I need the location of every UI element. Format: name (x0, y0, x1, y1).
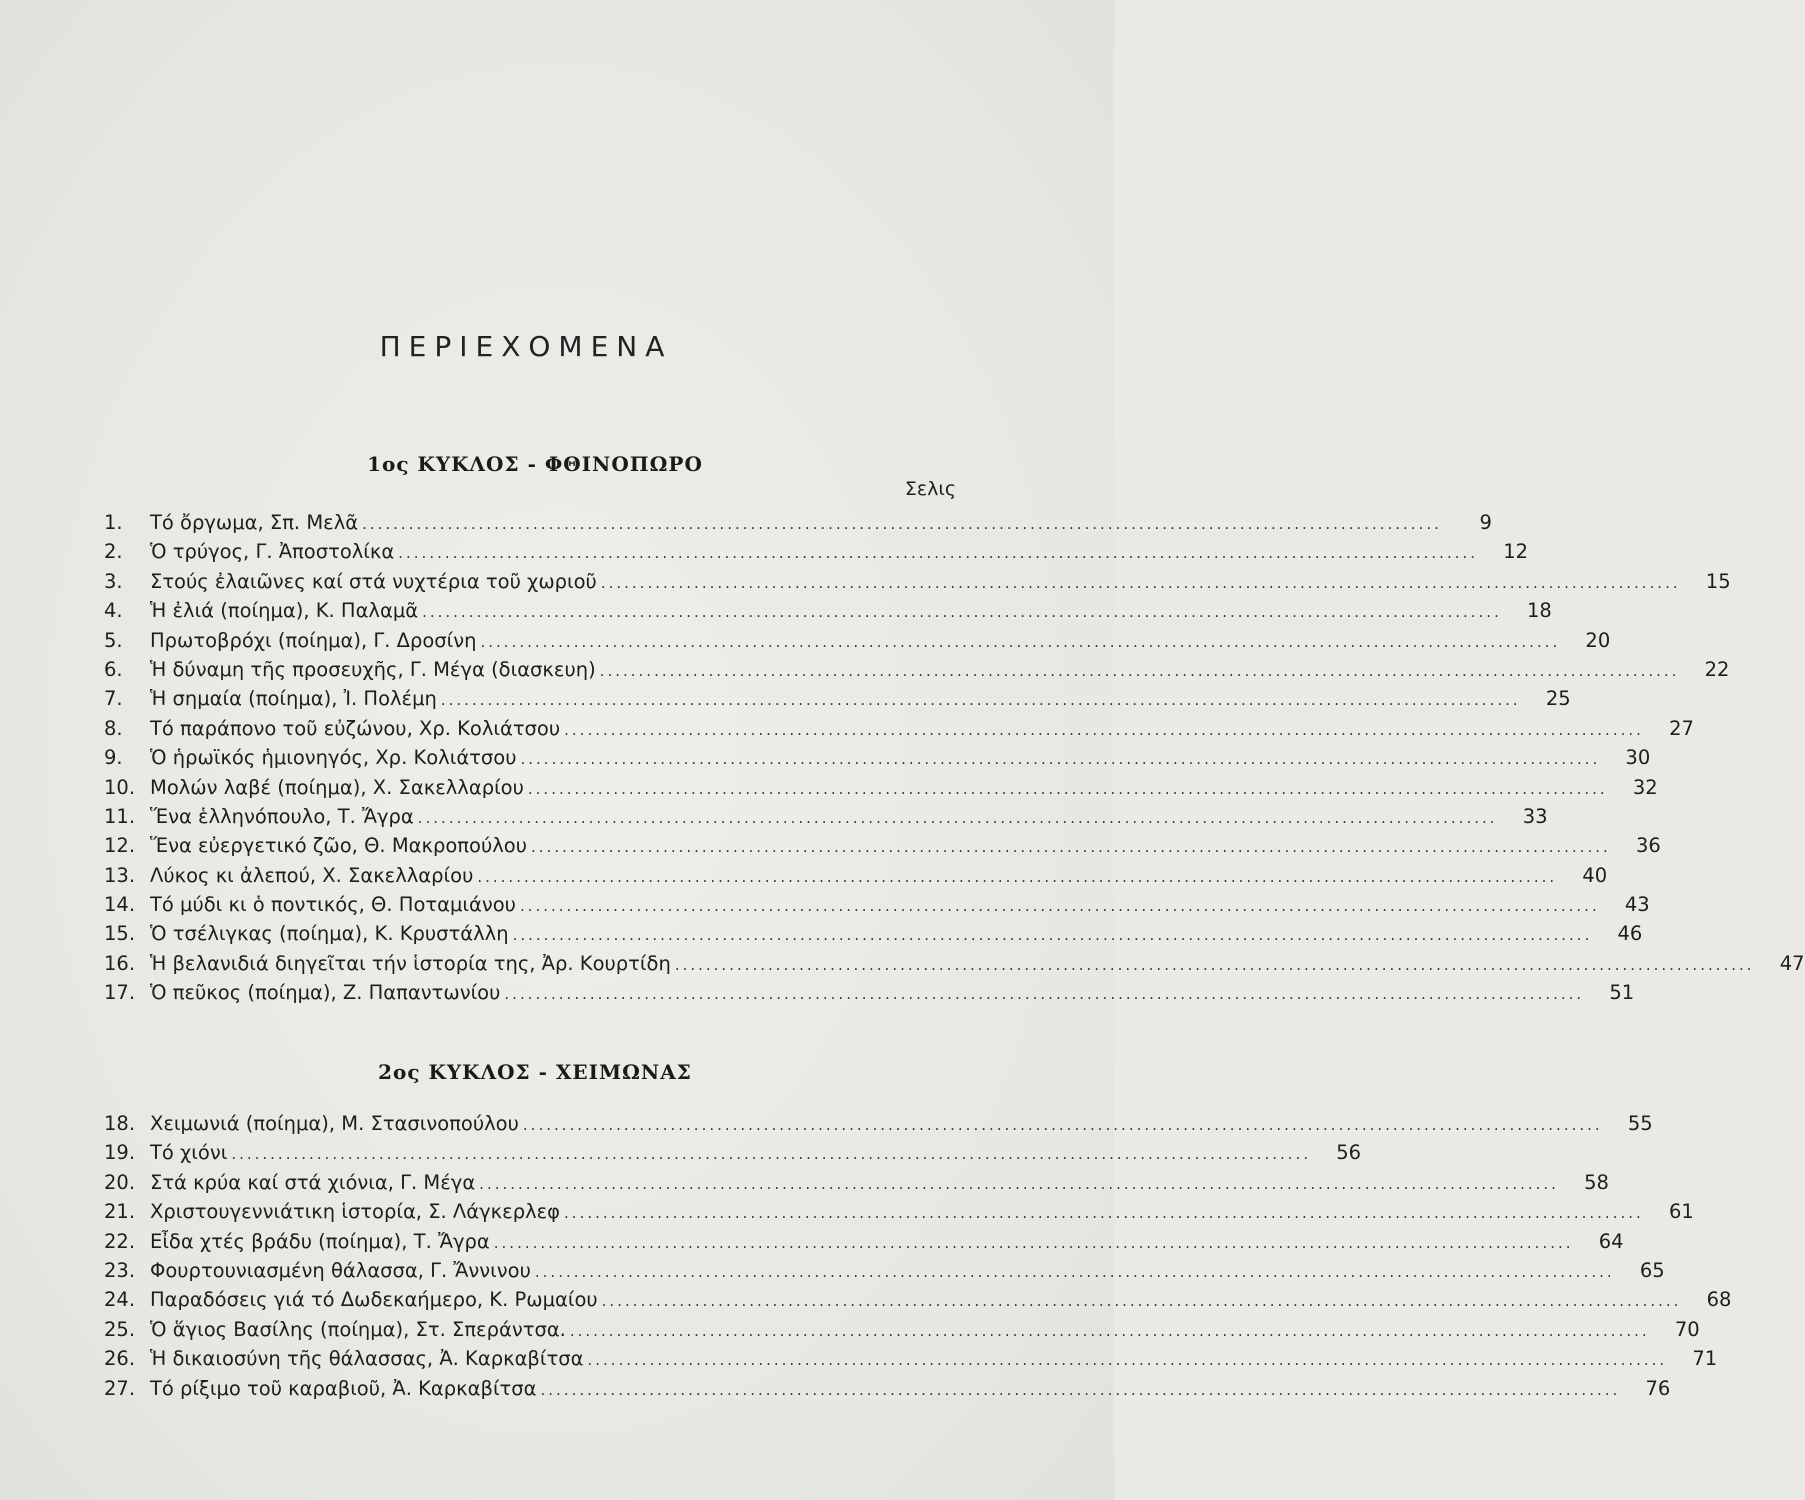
toc-entry (104, 1227, 1624, 1256)
toc-entry-page: 61 (1668, 1200, 1694, 1224)
toc-entry-number: 24. (104, 1288, 136, 1312)
toc-entry-title: Ὁ ἡρωϊκός ἡμιονηγός, Χρ. Κολιάτσου (150, 746, 517, 770)
toc-entry (104, 1138, 1362, 1167)
dot-leader: ........................................................................................................................................... (534, 1262, 1615, 1281)
toc-entry-number: 26. (104, 1347, 136, 1371)
toc-entry-number: 18. (104, 1112, 136, 1135)
toc-entry-page: 51 (1609, 981, 1635, 1005)
toc-entry-number: 21. (104, 1200, 136, 1224)
toc-entry-page: 55 (1627, 1112, 1653, 1135)
toc-entry-page: 36 (1635, 834, 1661, 858)
toc-entry (104, 831, 1661, 860)
toc-entry (104, 714, 1694, 743)
toc-entry-page: 65 (1639, 1258, 1665, 1282)
toc-entry-title: Ὁ τρύγος, Γ. Ἀποστολίκα (150, 540, 395, 564)
dot-leader: ........................................................................................................................................... (362, 515, 1442, 533)
toc-entry-title: Φουρτουνιασμένη θάλασσα, Γ. Ἄννινου (150, 1258, 531, 1282)
dot-leader: ........................................................................................................................................... (440, 691, 1521, 710)
toc-entry-title: Ὁ πεῦκος (ποίημα), Ζ. Παπαντωνίου (150, 981, 501, 1005)
section-title-2: 2ος ΚΥΚΛΟΣ - ΧΕΙΜΩΝΑΣ (378, 1060, 692, 1084)
toc-section-1 (104, 508, 1805, 1008)
toc-entry-title: Ἕνα ἑλληνόπουλο, Τ. Ἄγρα (150, 804, 414, 828)
toc-entry-title: Τό ρίξιμο τοῦ καραβιοῦ, Ἀ. Καρκαβίτσα (150, 1376, 537, 1400)
dot-leader: ........................................................................................................................................... (422, 603, 1502, 622)
toc-entry-number: 15. (104, 922, 136, 946)
toc-entry-page: 71 (1692, 1347, 1718, 1371)
toc-entry (104, 1315, 1700, 1344)
dot-leader: ........................................................................................................................................... (231, 1145, 1312, 1164)
toc-entry-page: 68 (1706, 1288, 1732, 1312)
toc-entry-number: 8. (104, 716, 123, 740)
toc-entry-title: Ἕνα εὐεργετικό ζῶο, Θ. Μακροπούλου (150, 834, 528, 858)
toc-entry-page: 9 (1479, 511, 1492, 534)
toc-entry-number: 4. (104, 599, 123, 623)
toc-entry (104, 626, 1611, 655)
dot-leader: ........................................................................................................................................... (512, 926, 1593, 945)
toc-entry-number: 23. (104, 1258, 136, 1282)
toc-entry-number: 13. (104, 863, 136, 887)
dot-leader: ........................................................................................................................................... (480, 632, 1561, 651)
dot-leader: ........................................................................................................................................... (564, 1204, 1644, 1223)
toc-entry-page: 20 (1585, 628, 1611, 652)
toc-entry (104, 684, 1571, 713)
toc-entry-page: 33 (1522, 804, 1548, 828)
toc-entry-title: Τό παράπονο τοῦ εὐζώνου, Χρ. Κολιάτσου (150, 716, 561, 740)
dot-leader: ........................................................................................................................................... (564, 720, 1644, 739)
toc-entry (104, 978, 1635, 1007)
toc-entry (104, 1256, 1665, 1285)
toc-entry-page: 12 (1503, 540, 1529, 564)
section-title-1: 1ος ΚΥΚΛΟΣ - ΦΘΙΝΟΠΩΡΟ (367, 452, 703, 476)
toc-entry-number: 20. (104, 1170, 136, 1194)
dot-leader: ........................................................................................................................................... (600, 573, 1681, 592)
dot-leader: ........................................................................................................................................... (477, 867, 1558, 886)
toc-entry (104, 949, 1805, 978)
toc-entry (104, 773, 1658, 802)
toc-entry-number: 1. (104, 511, 123, 534)
toc-entry (104, 537, 1529, 566)
toc-entry (104, 861, 1608, 890)
dot-leader: ........................................................................................................................................... (531, 838, 1611, 857)
dot-leader: ........................................................................................................................................... (599, 661, 1680, 680)
toc-entry (104, 1344, 1718, 1373)
dot-leader: ........................................................................................................................................... (587, 1351, 1668, 1370)
dot-leader: ........................................................................................................................................... (540, 1380, 1621, 1399)
dot-leader: ........................................................................................................................................... (479, 1174, 1559, 1193)
toc-entry-page: 43 (1624, 893, 1650, 917)
toc-entry (104, 508, 1492, 537)
toc-entry-page: 15 (1705, 569, 1731, 593)
toc-entry-title: Τό χιόνι (150, 1141, 228, 1165)
toc-entry-page: 32 (1632, 775, 1658, 799)
toc-entry-number: 22. (104, 1229, 136, 1253)
toc-entry-title: Τό μύδι κι ὁ ποντικός, Θ. Ποταμιάνου (150, 893, 516, 917)
toc-entry-page: 40 (1582, 863, 1608, 887)
toc-entry-page: 18 (1527, 599, 1552, 623)
dot-leader: ........................................................................................................................................... (522, 1116, 1603, 1134)
dot-leader: ........................................................................................................................................... (527, 779, 1608, 798)
toc-entry-title: Ἡ ἐλιά (ποίημα), Κ. Παλαμᾶ (150, 599, 419, 623)
dot-leader: ........................................................................................................................................... (520, 750, 1601, 769)
toc-entry-title: Τό ὄργωμα, Σπ. Μελᾶ (150, 511, 359, 534)
toc-entry-number: 27. (104, 1376, 136, 1400)
toc-entry-number: 19. (104, 1141, 136, 1165)
toc-entry-number: 5. (104, 628, 123, 652)
toc-entry-page: 76 (1645, 1376, 1671, 1400)
toc-entry (104, 1197, 1694, 1226)
toc-entry-number: 7. (104, 687, 123, 711)
toc-entry-number: 12. (104, 834, 136, 858)
dot-leader: ........................................................................................................................................... (601, 1292, 1682, 1311)
toc-entry-number: 14. (104, 893, 136, 917)
toc-entry-number: 3. (104, 569, 123, 593)
toc-entry-page: 27 (1669, 716, 1694, 740)
toc-entry-number: 17. (104, 981, 136, 1005)
toc-entry-title: Ἡ σημαία (ποίημα), Ἰ. Πολέμη (150, 687, 437, 711)
toc-entry (104, 655, 1730, 684)
toc-entry-page: 64 (1598, 1229, 1624, 1253)
toc-entry-number: 16. (104, 951, 136, 975)
toc-entry-title: Ἡ δύναμη τῆς προσευχῆς, Γ. Μέγα (διασκευη) (150, 657, 596, 681)
toc-entry-page: 56 (1336, 1141, 1362, 1165)
toc-entry-page: 22 (1704, 657, 1730, 681)
toc-entry-title: Ὁ τσέλιγκας (ποίημα), Κ. Κρυστάλλη (150, 922, 509, 946)
toc-entry-number: 25. (104, 1317, 136, 1341)
toc-entry (104, 743, 1651, 772)
toc-entry-title: Στά κρύα καί στά χιόνια, Γ. Μέγα (150, 1170, 476, 1194)
dot-leader: ........................................................................................................................................... (504, 985, 1585, 1004)
dot-leader: ........................................................................................................................................... (398, 544, 1479, 563)
toc-entry-title: Εἶδα χτές βράδυ (ποίημα), Τ. Ἄγρα (150, 1229, 490, 1253)
toc-entry-title: Στούς ἐλαιῶνες καί στά νυχτέρια τοῦ χωριοῦ (150, 569, 597, 593)
dot-leader: ........................................................................................................................................... (417, 808, 1498, 827)
dot-leader: ........................................................................................................................................... (519, 897, 1600, 916)
toc-entry-page: 58 (1584, 1170, 1609, 1194)
toc-entry (104, 1374, 1671, 1403)
toc-entry-number: 9. (104, 746, 123, 770)
page-column-label: Σελις (904, 478, 956, 500)
toc-entry-number: 6. (104, 657, 123, 681)
toc-entry (104, 1168, 1609, 1197)
toc-entry-title: Ἡ βελανιδιά διηγεῖται τήν ἱστορία της, Ἀρ. Κουρτίδη (150, 951, 671, 975)
toc-entry (104, 919, 1643, 948)
toc-entry-page: 30 (1625, 746, 1651, 770)
toc-entry (104, 802, 1548, 831)
toc-entry-page: 46 (1617, 922, 1643, 946)
toc-entry-title: Παραδόσεις γιά τό Δωδεκαήμερο, Κ. Ρωμαίου (150, 1288, 598, 1312)
toc-entry (104, 567, 1731, 596)
dot-leader: ........................................................................................................................................... (493, 1233, 1574, 1252)
toc-entry-title: Χριστουγεννιάτικη ἱστορία, Σ. Λάγκερλεφ (150, 1200, 561, 1224)
toc-entry-title: Λύκος κι ἀλεπού, Χ. Σακελλαρίου (150, 863, 474, 887)
toc-entry-title: Χειμωνιά (ποίημα), Μ. Στασινοπούλου (150, 1112, 519, 1135)
toc-entry-page: 25 (1545, 687, 1571, 711)
toc-entry (104, 596, 1552, 625)
toc-entry-title: Μολών λαβέ (ποίημα), Χ. Σακελλαρίου (150, 775, 524, 799)
dot-leader: ........................................................................................................................................... (674, 955, 1755, 974)
dot-leader: ........................................................................................................................................... (569, 1321, 1650, 1340)
toc-entry-page: 70 (1674, 1317, 1700, 1341)
page-title: ΠΕΡΙΕΧΟΜΕΝΑ (379, 330, 673, 363)
toc-entry-number: 2. (104, 540, 123, 564)
toc-entry (104, 1285, 1732, 1314)
toc-entry-title: Ἡ δικαιοσύνη τῆς θάλασσας, Ἀ. Καρκαβίτσα (150, 1347, 584, 1371)
toc-entry-number: 11. (104, 804, 136, 828)
toc-entry (104, 890, 1650, 919)
toc-section-2 (104, 1109, 1732, 1403)
toc-entry-title: Πρωτοβρόχι (ποίημα), Γ. Δροσίνη (150, 628, 477, 652)
toc-entry-number: 10. (104, 775, 136, 799)
toc-entry-page: 47 (1779, 951, 1805, 975)
toc-entry (104, 1109, 1653, 1138)
toc-entry-title: Ὁ ἅγιος Βασίλης (ποίημα), Στ. Σπεράντσα. (150, 1317, 566, 1341)
